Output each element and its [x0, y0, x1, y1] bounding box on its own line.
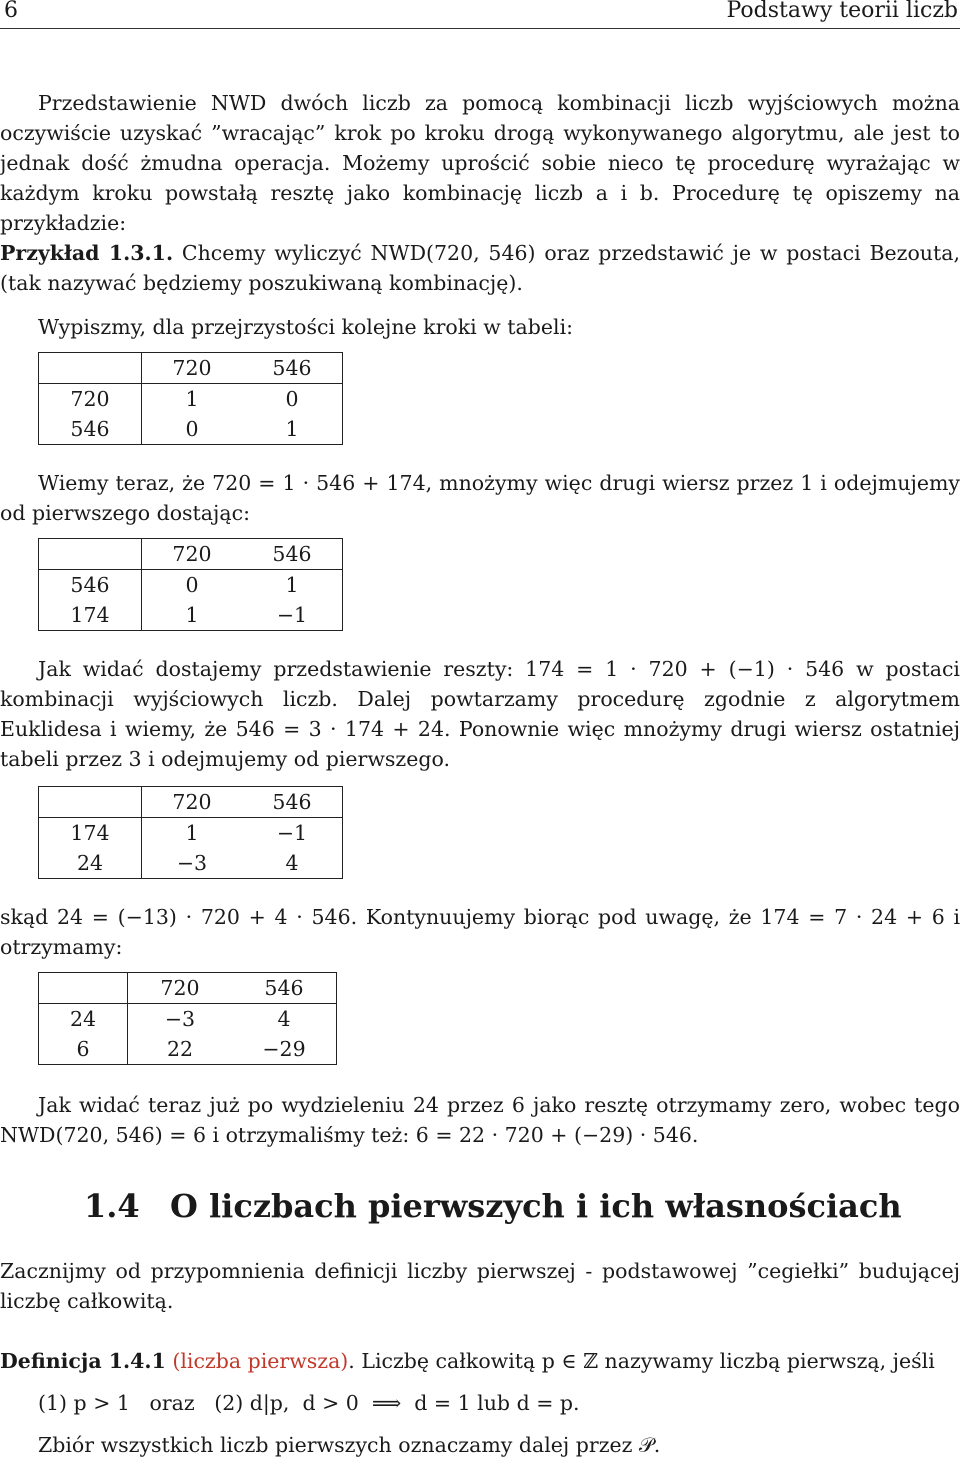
table-cell: 4	[277, 1007, 291, 1031]
table-cell: 720	[142, 539, 243, 570]
table-cell: 546	[232, 973, 337, 1004]
table-cell: −29	[262, 1037, 306, 1061]
table-cell: 0	[185, 417, 199, 441]
tables-intro: Wypiszmy, dla przejrzystości kolejne kroki w tabeli:	[38, 315, 574, 339]
table-cell	[39, 787, 142, 818]
bezout-table-4	[38, 972, 337, 1065]
table-cell: 546	[39, 570, 142, 601]
table-cell: 0	[285, 387, 299, 411]
table-cell: 24	[39, 848, 142, 879]
paragraph-after-table-3: skąd 24 = (−13) · 720 + 4 · 546. Kontynuujemy biorąc pod uwagę, że 174 = 7 · 24 + 6 i otrzymamy:	[0, 905, 960, 959]
example-paragraph	[0, 238, 960, 298]
page-number: 6	[4, 0, 18, 23]
table-row	[39, 848, 343, 879]
table-cell: −1	[276, 603, 308, 627]
table-cell: −3	[176, 851, 208, 875]
definition-line	[0, 1346, 960, 1376]
table-cell	[39, 539, 142, 570]
table-cell: 720	[142, 353, 243, 384]
table-cell: 1	[185, 821, 199, 845]
table-row	[39, 1034, 337, 1065]
table-cell: 1	[185, 387, 199, 411]
table-cell: 720	[39, 384, 142, 415]
table-row	[39, 384, 343, 415]
table-row	[39, 353, 343, 384]
table-cell: 0	[185, 573, 199, 597]
example-text: Chcemy wyliczyć NWD(720, 546) oraz przedstawić je w postaci Bezouta, (tak nazywać będziemy poszukiwaną kombinację).	[0, 241, 960, 295]
table-cell: 720	[142, 787, 243, 818]
table-cell: 546	[242, 353, 343, 384]
definition-term: (liczba pierwsza)	[172, 1349, 349, 1373]
table-cell	[39, 973, 128, 1004]
table-cell: 546	[39, 414, 142, 445]
table-cell	[39, 353, 142, 384]
bezout-table-1	[38, 352, 343, 445]
table-row	[39, 570, 343, 601]
paragraph-after-table-1: Wiemy teraz, że 720 = 1 · 546 + 174, mnożymy więc drugi wiersz przez 1 i odejmujemy od pierwszego dostając:	[0, 471, 960, 525]
definition-text: . Liczbę całkowitą p ∈ ℤ nazywamy liczbą pierwszą, jeśli	[348, 1349, 935, 1373]
table-cell: 546	[242, 539, 343, 570]
table-cell: 22	[166, 1037, 194, 1061]
definition-label: Definicja 1.4.1	[0, 1349, 166, 1373]
table-row	[39, 1004, 337, 1035]
table-cell: 1	[285, 417, 299, 441]
table-cell: 24	[39, 1004, 128, 1035]
definition-condition: (1) p > 1 oraz (2) d|p, d > 0 ⟹ d = 1 lub d = p.	[38, 1391, 580, 1415]
intro-paragraph: Przedstawienie NWD dwóch liczb za pomocą kombinacji liczb wyjściowych można oczywiście uzyskać ”wracając” krok po kroku drogą wykonywanego algorytmu, ale jest to jednak dość żmudna operacja. Możemy uprościć sobie nieco tę procedurę wyrażając w każdym kroku powstałą resztę jako kombinację liczb a i b. Procedurę tę opiszemy na przykładzie:	[0, 91, 960, 235]
running-title: Podstawy teorii liczb	[726, 0, 958, 23]
bezout-table-2	[38, 538, 343, 631]
table-cell: 1	[185, 603, 199, 627]
table-cell: −3	[164, 1007, 196, 1031]
section-intro: Zacznijmy od przypomnienia definicji liczby pierwszej - podstawowej ”cegiełki” budującej liczbę całkowitą.	[0, 1259, 960, 1313]
table-row	[39, 787, 343, 818]
section-number: 1.4	[84, 1187, 140, 1225]
section-title: O liczbach pierwszych i ich własnościach	[170, 1187, 902, 1225]
header-rule	[0, 28, 960, 29]
definition-set-note: Zbiór wszystkich liczb pierwszych oznaczamy dalej przez 𝒫.	[38, 1433, 661, 1457]
table-cell: 1	[285, 573, 299, 597]
section-heading	[84, 1186, 902, 1226]
bezout-table-3	[38, 786, 343, 879]
table-cell: 720	[128, 973, 233, 1004]
example-label: Przykład 1.3.1.	[0, 241, 174, 265]
table-row	[39, 600, 343, 631]
paragraph-after-table-4: Jak widać teraz już po wydzieleniu 24 przez 6 jako resztę otrzymamy zero, wobec tego NWD(720, 546) = 6 i otrzymaliśmy też: 6 = 22 · 720 + (−29) · 546.	[0, 1093, 960, 1147]
table-cell: 546	[242, 787, 343, 818]
table-cell: 6	[39, 1034, 128, 1065]
table-cell: 4	[285, 851, 299, 875]
table-row	[39, 973, 337, 1004]
table-row	[39, 414, 343, 445]
table-row	[39, 818, 343, 849]
table-row	[39, 539, 343, 570]
table-cell: −1	[276, 821, 308, 845]
table-cell: 174	[39, 818, 142, 849]
paragraph-after-table-2: Jak widać dostajemy przedstawienie reszty: 174 = 1 · 720 + (−1) · 546 w postaci kombinacji wyjściowych liczb. Dalej powtarzamy procedurę zgodnie z algorytmem Euklidesa i wiemy, że 546 = 3 · 174 + 24. Ponownie więc mnożymy drugi wiersz ostatniej tabeli przez 3 i odejmujemy od pierwszego.	[0, 657, 960, 771]
table-cell: 174	[39, 600, 142, 631]
